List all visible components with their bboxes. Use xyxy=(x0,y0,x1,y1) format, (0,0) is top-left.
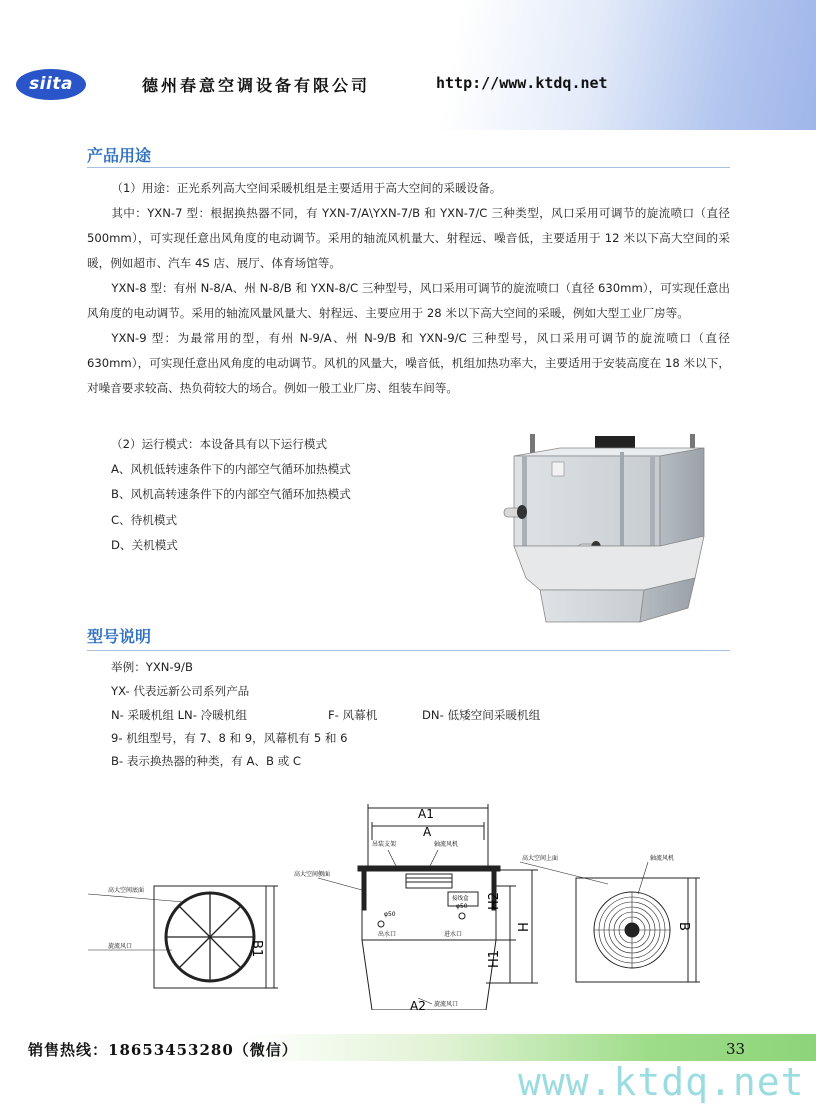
label-side-face: 高大空间侧面 xyxy=(294,871,331,878)
usage-paragraphs xyxy=(87,176,730,401)
model-line: YX- 代表远新公司系列产品 xyxy=(111,684,250,698)
model-line-n: N- 采暖机组 LN- 冷暖机组 xyxy=(111,708,247,722)
mode-item: A、风机低转速条件下的内部空气循环加热模式 xyxy=(111,462,351,476)
mode-item: B、风机高转速条件下的内部空气循环加热模式 xyxy=(111,487,351,501)
label-bottom-face: 高大空间底面 xyxy=(108,887,145,894)
heater-unit-photo xyxy=(500,430,732,626)
mode-item: D、关机模式 xyxy=(111,538,178,552)
label-swirl-outlet: 旋流风口 xyxy=(108,943,133,950)
model-line-dn: DN- 低矮空间采暖机组 xyxy=(422,708,541,722)
dim-h: H xyxy=(517,922,532,932)
section-title-model: 型号说明 xyxy=(87,627,152,646)
model-line-f: F- 风幕机 xyxy=(328,708,378,722)
label-terminal-box: 接线盒 xyxy=(452,896,469,902)
label-bracket: 吊装支架 xyxy=(372,841,397,848)
paragraph: YXN-9 型：为最常用的型，有州 N-9/A、州 N-9/B 和 YXN-9/C 三种型号，风口采用可调节的旋流喷口（直径 630mm），可实现任意出风角度的电动调节。风机的风量大，噪音低，机组加热功率大，主要适用于安装高度在 18 米以下，对噪音要求较高、热负荷较大的场合。例如一般工业厂房、组装车间等。 xyxy=(87,331,730,395)
dim-h2: H2 xyxy=(487,891,502,910)
label-water-inlet: 进水口 xyxy=(444,931,463,938)
dim-b1: B1 xyxy=(249,940,264,958)
section-divider xyxy=(87,650,730,651)
label-axial-fan: 轴流风机 xyxy=(434,841,459,848)
paragraph: YXN-8 型：有州 N-8/A、州 N-8/B 和 YXN-8/C 三种型号，风口采用可调节的旋流喷口（直径 630mm），可实现任意出风角度的电动调节。采用的轴流风量风量大、射程远、主要应用于 28 米以下高大空间的采暖，例如大型工业厂房等。 xyxy=(87,281,730,320)
paragraph: 其中：YXN-7 型：根据换热器不同，有 YXN-7/A\YXN-7/B 和 YXN-7/C 三种类型，风口采用可调节的旋流喷口（直径 500mm），可实现任意出风角度的电动调节。采用的轴流风机量大、射程远、噪音低，主要适用于 12 米以下高大空间的采暖，例如超市、汽车 4S 店、展厅、体育场馆等。 xyxy=(87,206,730,270)
header-gradient xyxy=(0,0,816,130)
section-divider xyxy=(87,167,730,168)
label-pipe-right: φ50 xyxy=(456,903,468,910)
diagram-top-view xyxy=(520,862,700,982)
diagram-bottom-view xyxy=(88,886,278,988)
dimension-diagram xyxy=(88,800,720,1010)
mode-item: C、待机模式 xyxy=(111,513,178,527)
label-pipe-left: φ50 xyxy=(384,911,396,918)
label-water-outlet: 出水口 xyxy=(378,931,397,938)
dim-a: A xyxy=(423,825,432,839)
modes-title: （2）运行模式：本设备具有以下运行模式 xyxy=(111,437,328,451)
model-example: 举例：YXN-9/B xyxy=(111,660,193,674)
company-name: 德州春意空调设备有限公司 xyxy=(142,76,371,95)
model-line: B- 表示换热器的种类，有 A、B 或 C xyxy=(111,754,301,768)
sales-hotline: 销售热线：18653453280（微信） xyxy=(28,1041,298,1059)
dim-a2: A2 xyxy=(410,999,426,1010)
header-url: http://www.ktdq.net xyxy=(436,74,608,92)
dim-a1: A1 xyxy=(418,807,434,821)
label-right-fan: 轴流风机 xyxy=(650,855,675,862)
footer-url: www.ktdq.net xyxy=(518,1060,805,1104)
section-title-usage: 产品用途 xyxy=(87,146,152,165)
model-line: 9- 机组型号，有 7、8 和 9，风幕机有 5 和 6 xyxy=(111,731,348,745)
dim-b: B xyxy=(676,922,691,931)
company-logo: siita xyxy=(16,69,86,100)
page-number: 33 xyxy=(726,1040,746,1058)
dim-h1: H1 xyxy=(487,949,502,968)
label-middle-outlet: 旋流风口 xyxy=(434,1001,459,1008)
paragraph: （1）用途：正光系列高大空间采暖机组是主要适用于高大空间的采暖设备。 xyxy=(111,181,502,195)
label-top-face: 高大空间上面 xyxy=(522,855,559,862)
